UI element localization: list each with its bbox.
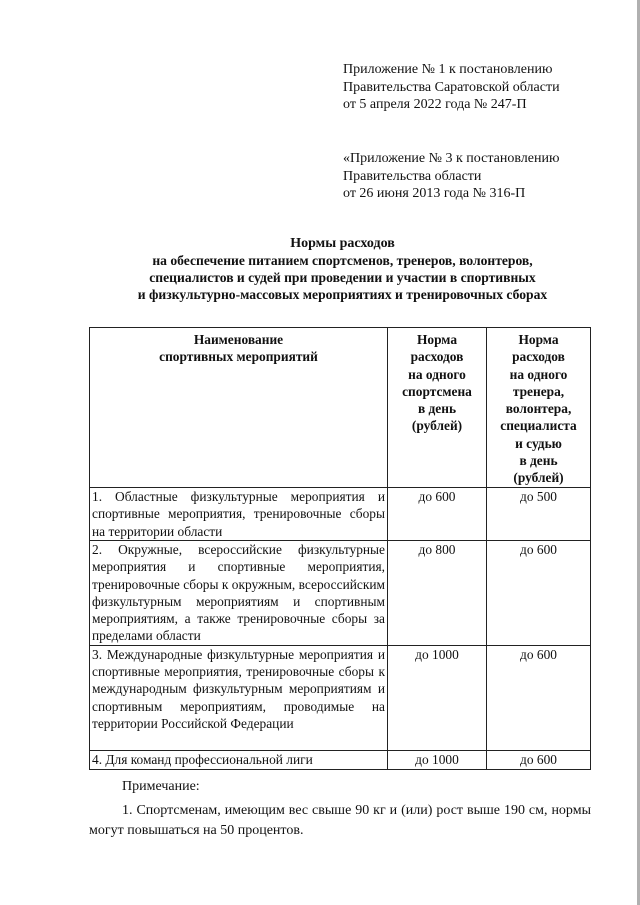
table-row (90, 488, 591, 541)
athlete-norm-cell: до 1000 (388, 750, 487, 769)
header-staff-norm: Норма расходов на одного тренера, волонтера, специалиста и судью в день (рублей) (487, 328, 591, 488)
staff-norm-cell: до 600 (487, 541, 591, 646)
athlete-norm-cell: до 1000 (388, 645, 487, 750)
staff-norm-cell: до 600 (487, 750, 591, 769)
appendix-1-line: Правительства Саратовской области (343, 79, 560, 95)
appendix-3-header (343, 150, 559, 203)
title-line: на обеспечение питанием спортсменов, тренеров, волонтеров, (152, 253, 533, 268)
appendix-3-line: Правительства области (343, 168, 482, 184)
appendix-1-header (343, 61, 560, 114)
note-title: Примечание: (122, 779, 200, 794)
appendix-1-line: Приложение № 1 к постановлению (343, 62, 553, 77)
table-row (90, 750, 591, 769)
athlete-norm-cell: до 600 (388, 488, 487, 541)
staff-norm-cell: до 500 (487, 488, 591, 541)
title-line: специалистов и судей при проведении и участии в спортивных (149, 270, 536, 285)
note-text: 1. Спортсменам, имеющим вес свыше 90 кг и (или) рост выше 190 см, нормы могут повышаться на 50 процентов. (89, 803, 591, 838)
event-name-cell: 1. Областные физкультурные мероприятия и спортивные мероприятия, тренировочные сборы на территории области (90, 488, 388, 541)
appendix-1-line: от 5 апреля 2022 года № 247-П (343, 97, 527, 112)
document-title (70, 235, 615, 303)
event-name-cell: 2. Окружные, всероссийские физкультурные мероприятия и спортивные мероприятия, тренировочные сборы к окружным, всероссийским физкультурным мероприятиям и спортивным мероприятиям, а также тренировочные сборы за пределами области (90, 541, 388, 646)
title-line: и физкультурно-массовых мероприятиях и тренировочных сборах (137, 287, 548, 302)
title-main: Нормы расходов (290, 236, 395, 251)
table-header-row (90, 328, 591, 488)
norms-table (89, 327, 591, 770)
appendix-3-line: от 26 июня 2013 года № 316-П (343, 186, 526, 201)
event-name-cell: 4. Для команд профессиональной лиги (90, 750, 388, 769)
table-row (90, 645, 591, 750)
appendix-3-line: «Приложение № 3 к постановлению (343, 151, 560, 166)
athlete-norm-cell: до 800 (388, 541, 487, 646)
header-event-name: Наименование спортивных мероприятий (90, 328, 388, 488)
event-name-cell: 3. Международные физкультурные мероприятия и спортивные мероприятия, тренировочные сборы к международным физкультурным мероприятиям и спортивным мероприятиям, проводимые на территории Российской Федерации (90, 645, 388, 750)
staff-norm-cell: до 600 (487, 645, 591, 750)
table-row (90, 541, 591, 646)
header-athlete-norm: Норма расходов на одного спортсмена в день (рублей) (388, 328, 487, 488)
